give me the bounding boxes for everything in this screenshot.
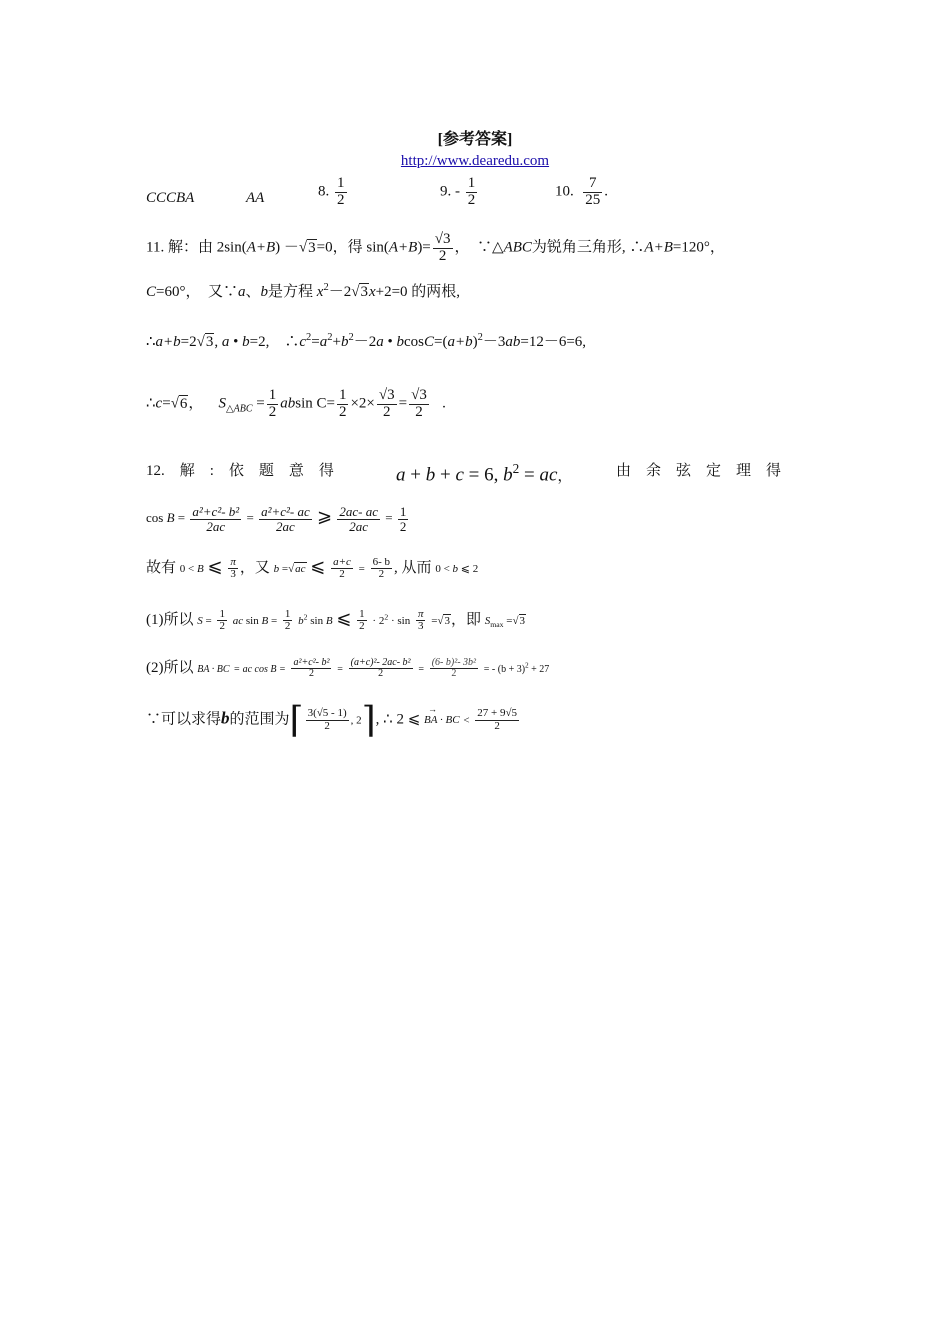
q12-part2: (2)所以 BA · BC = ac cos B = $\frac{\text{a²+c²- b²}}{2}$ = $\frac{\text{(a+c)²- 2ac- b²}}{2}$ = $\frac{\text{(6- b)²- 3b²}}{2}$ = - $(b + 3)^2 + 27$ <box>146 656 550 680</box>
answer-title: [参考答案] <box>437 131 513 148</box>
q12-part1: (1)所以 S = $\frac{1}{2}$ ac sin B = $\frac{1}{2}$ $b^2$ sin B ⩽ $\frac{1}{2}$ · $2^2 \cdot \sin$ $\frac{\pi}{3}$ =√3，即 $S_{max} =√3$ <box>146 607 525 633</box>
q12-cosb-line: cos B = $\frac{\text{a²+c²- b²}}{2ac}$ = $\frac{\text{a²+c²- ac}}{2ac}$ ⩾ $\frac{2ac- ac}{2ac}$ = $\frac{1}{2}$ <box>146 504 407 534</box>
q12-line3: 故有 0 < B ⩽ $\frac{\pi}{3}$ ，又 b =√ac ⩽ $\frac{a+c}{2}$ = $\frac{6- b}{2}$ , 从而 0 < b ⩽ 2 <box>146 555 479 581</box>
q12-line1: 12. 解 : 依 题 意 得 a + b + c = 6, $b^2$ = ac， 由 余 弦 定 理 得 <box>146 461 782 486</box>
q12-part3: ∵可以求得b的范围为⌈ $\frac{3(√5 - 1)}{2}$ , 2⌉, ∴ 2 ⩽ → BA · BC < $\frac{27 + 9√5}{2}$ <box>146 700 518 740</box>
vector-arrow-icon: → <box>428 704 438 715</box>
q11-line1: 11. 解：由 2sin(A+B) －√3=0，得 sin(A+B)= $\frac{√3}{2}$ ， ∵△ABC为锐角三角形, ∴A+B=120°， <box>146 231 725 264</box>
q11-line3: ∴a+b=2√3, a • b=2, $\therefore c^2=a^2+b^2-2a$ • $bcosC=(a+b)^2-3ab=12-6=6$, <box>146 332 587 350</box>
choice-answers-1: CCCBA <box>146 190 195 206</box>
answer-8: 8. $\frac{1}{2}$ <box>318 175 345 208</box>
q11-line2: C=60°， 又∵a、b是方程 $x^2-2√3x+2=0$ 的两根, <box>146 282 461 300</box>
answer-9: 9. - $\frac{1}{2}$ <box>440 175 476 208</box>
source-link[interactable]: http://www.dearedu.com <box>400 153 550 169</box>
q11-line4: ∴c=√6， $S_{\triangle ABC}$ = $\frac{1}{2}$ absin C= $\frac{1}{2}$ ×2× $\frac{√3}{2}$ = $\frac{√3}{2}$ . <box>146 387 446 420</box>
answer-10: 10. $\frac{7}{25}$ . <box>555 175 608 208</box>
choice-answers-2: AA <box>246 190 265 206</box>
